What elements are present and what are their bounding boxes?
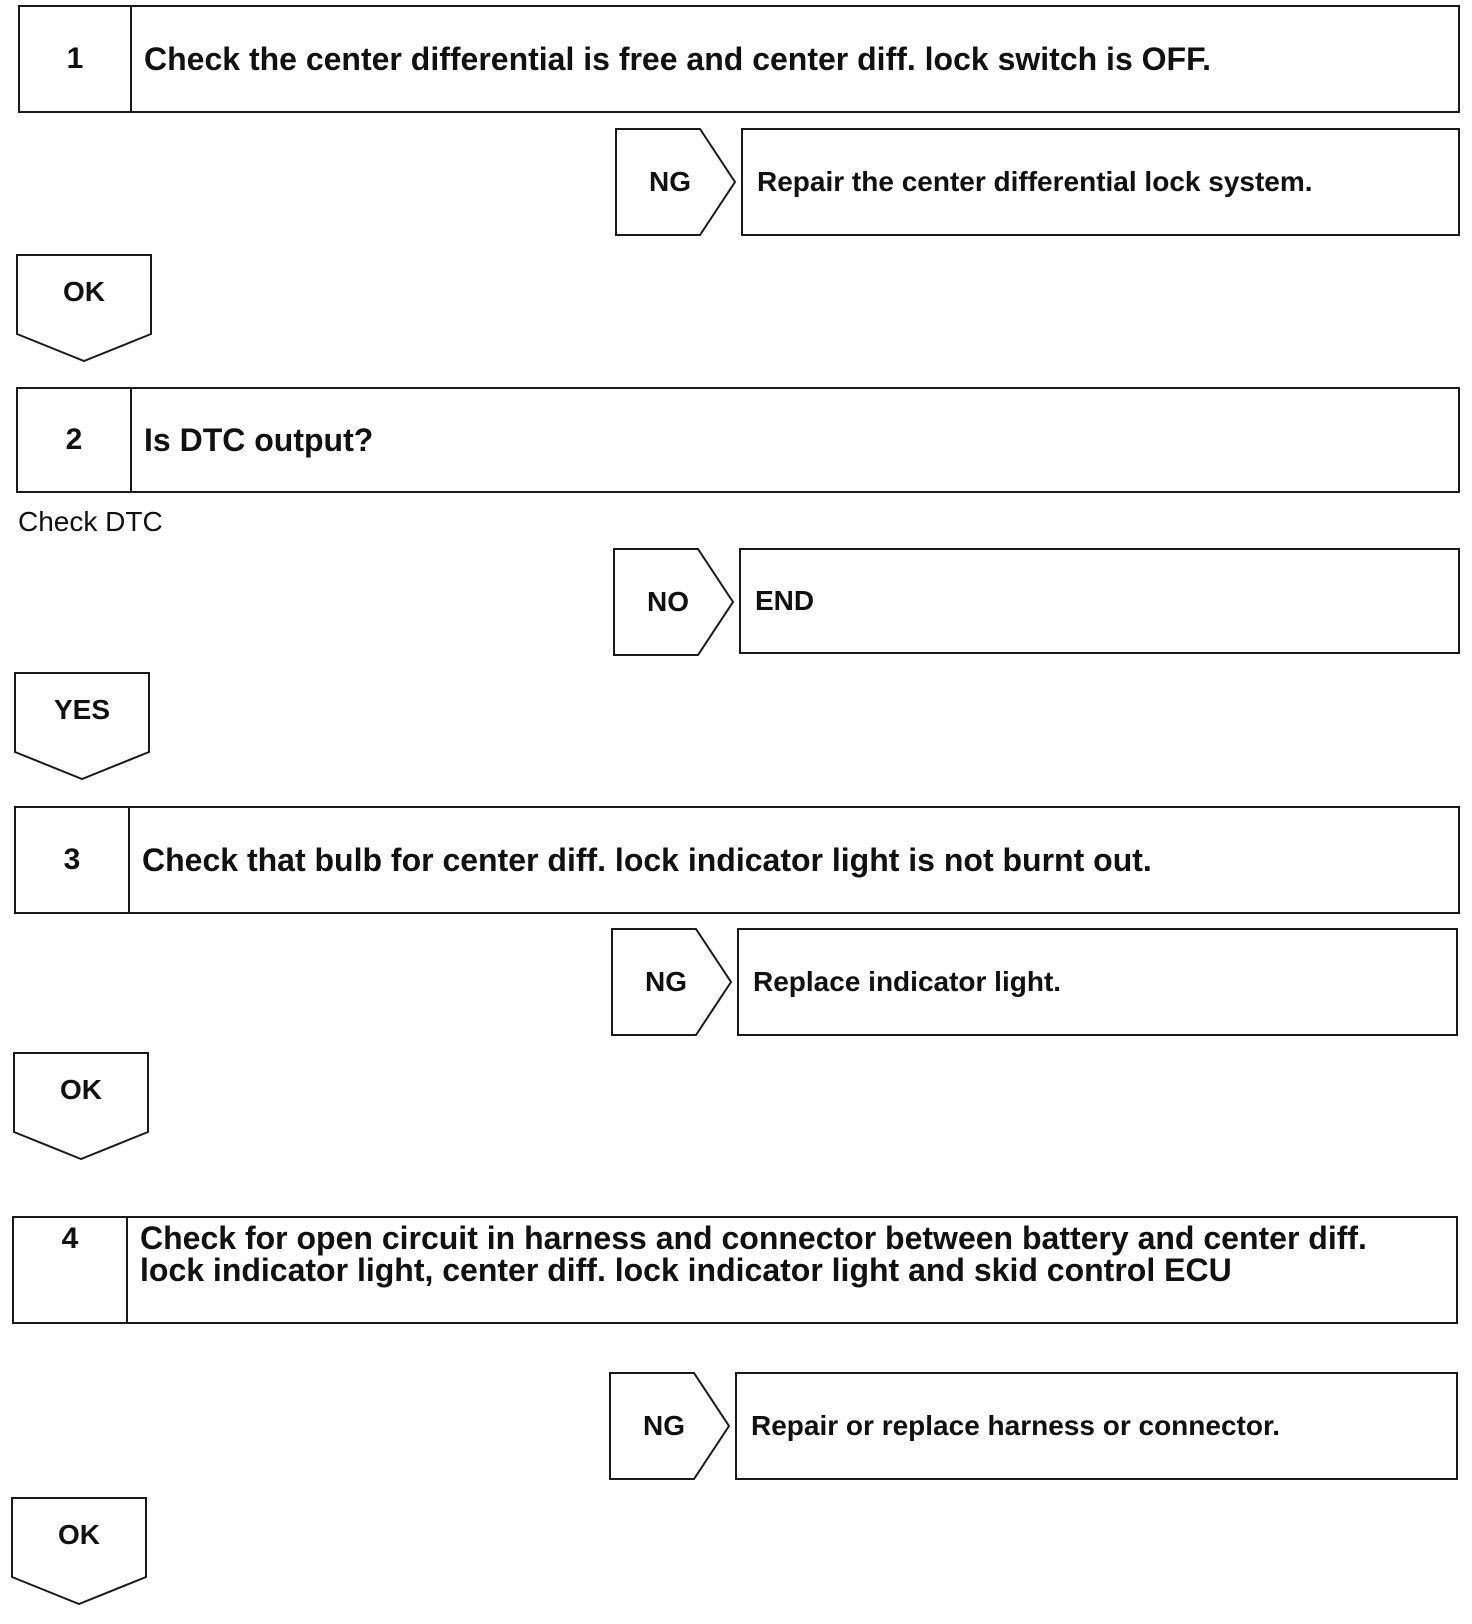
- down-arrow-icon: [11, 1497, 147, 1605]
- branch-label: NO: [647, 586, 689, 617]
- branch-label: NG: [649, 166, 691, 197]
- check-dtc-note: Check DTC: [18, 506, 163, 537]
- step-number: 2: [18, 389, 132, 491]
- continue-label: OK: [60, 1074, 102, 1105]
- step-text: [128, 1218, 1456, 1322]
- branch-ng-arrow: [615, 128, 737, 236]
- step-3-box: [14, 806, 1460, 914]
- continue-ok-arrow: [11, 1497, 147, 1605]
- branch-no-arrow: [613, 548, 735, 656]
- branch-ng-arrow: [609, 1372, 731, 1480]
- branch-label: NG: [643, 1410, 685, 1441]
- continue-label: YES: [53, 694, 111, 725]
- branch-result-box: Replace indicator light.: [737, 928, 1458, 1036]
- step-text: Check the center differential is free and center diff. lock switch is OFF.: [144, 41, 1211, 77]
- step-2-box: [16, 387, 1460, 493]
- continue-ok-arrow: [16, 254, 152, 362]
- down-arrow-icon: [16, 254, 152, 362]
- continue-yes-arrow: [14, 672, 150, 780]
- branch-label: NG: [645, 966, 687, 997]
- continue-label: OK: [58, 1519, 100, 1550]
- step-text: Check that bulb for center diff. lock indicator light is not burnt out.: [142, 842, 1152, 878]
- step-text-line-1: Check for open circuit in harness and connector between battery and center diff.: [140, 1220, 1367, 1256]
- step-text: Is DTC output?: [144, 422, 374, 458]
- step-4-box: [12, 1216, 1458, 1324]
- down-arrow-icon: [14, 672, 150, 780]
- down-arrow-icon: [13, 1052, 149, 1160]
- branch-result-box: Repair or replace harness or connector.: [735, 1372, 1458, 1480]
- branch-result-box: Repair the center differential lock system.: [741, 128, 1460, 236]
- continue-ok-arrow: [13, 1052, 149, 1160]
- branch-result-box: END: [739, 548, 1460, 654]
- step-1-box: [18, 5, 1460, 113]
- step-text-line-2: lock indicator light, center diff. lock indicator light and skid control ECU: [140, 1252, 1232, 1288]
- step-number: 1: [20, 7, 132, 111]
- step-number: 4: [14, 1218, 128, 1322]
- branch-ng-arrow: [611, 928, 733, 1036]
- step-number: 3: [16, 808, 130, 912]
- continue-label: OK: [63, 276, 105, 307]
